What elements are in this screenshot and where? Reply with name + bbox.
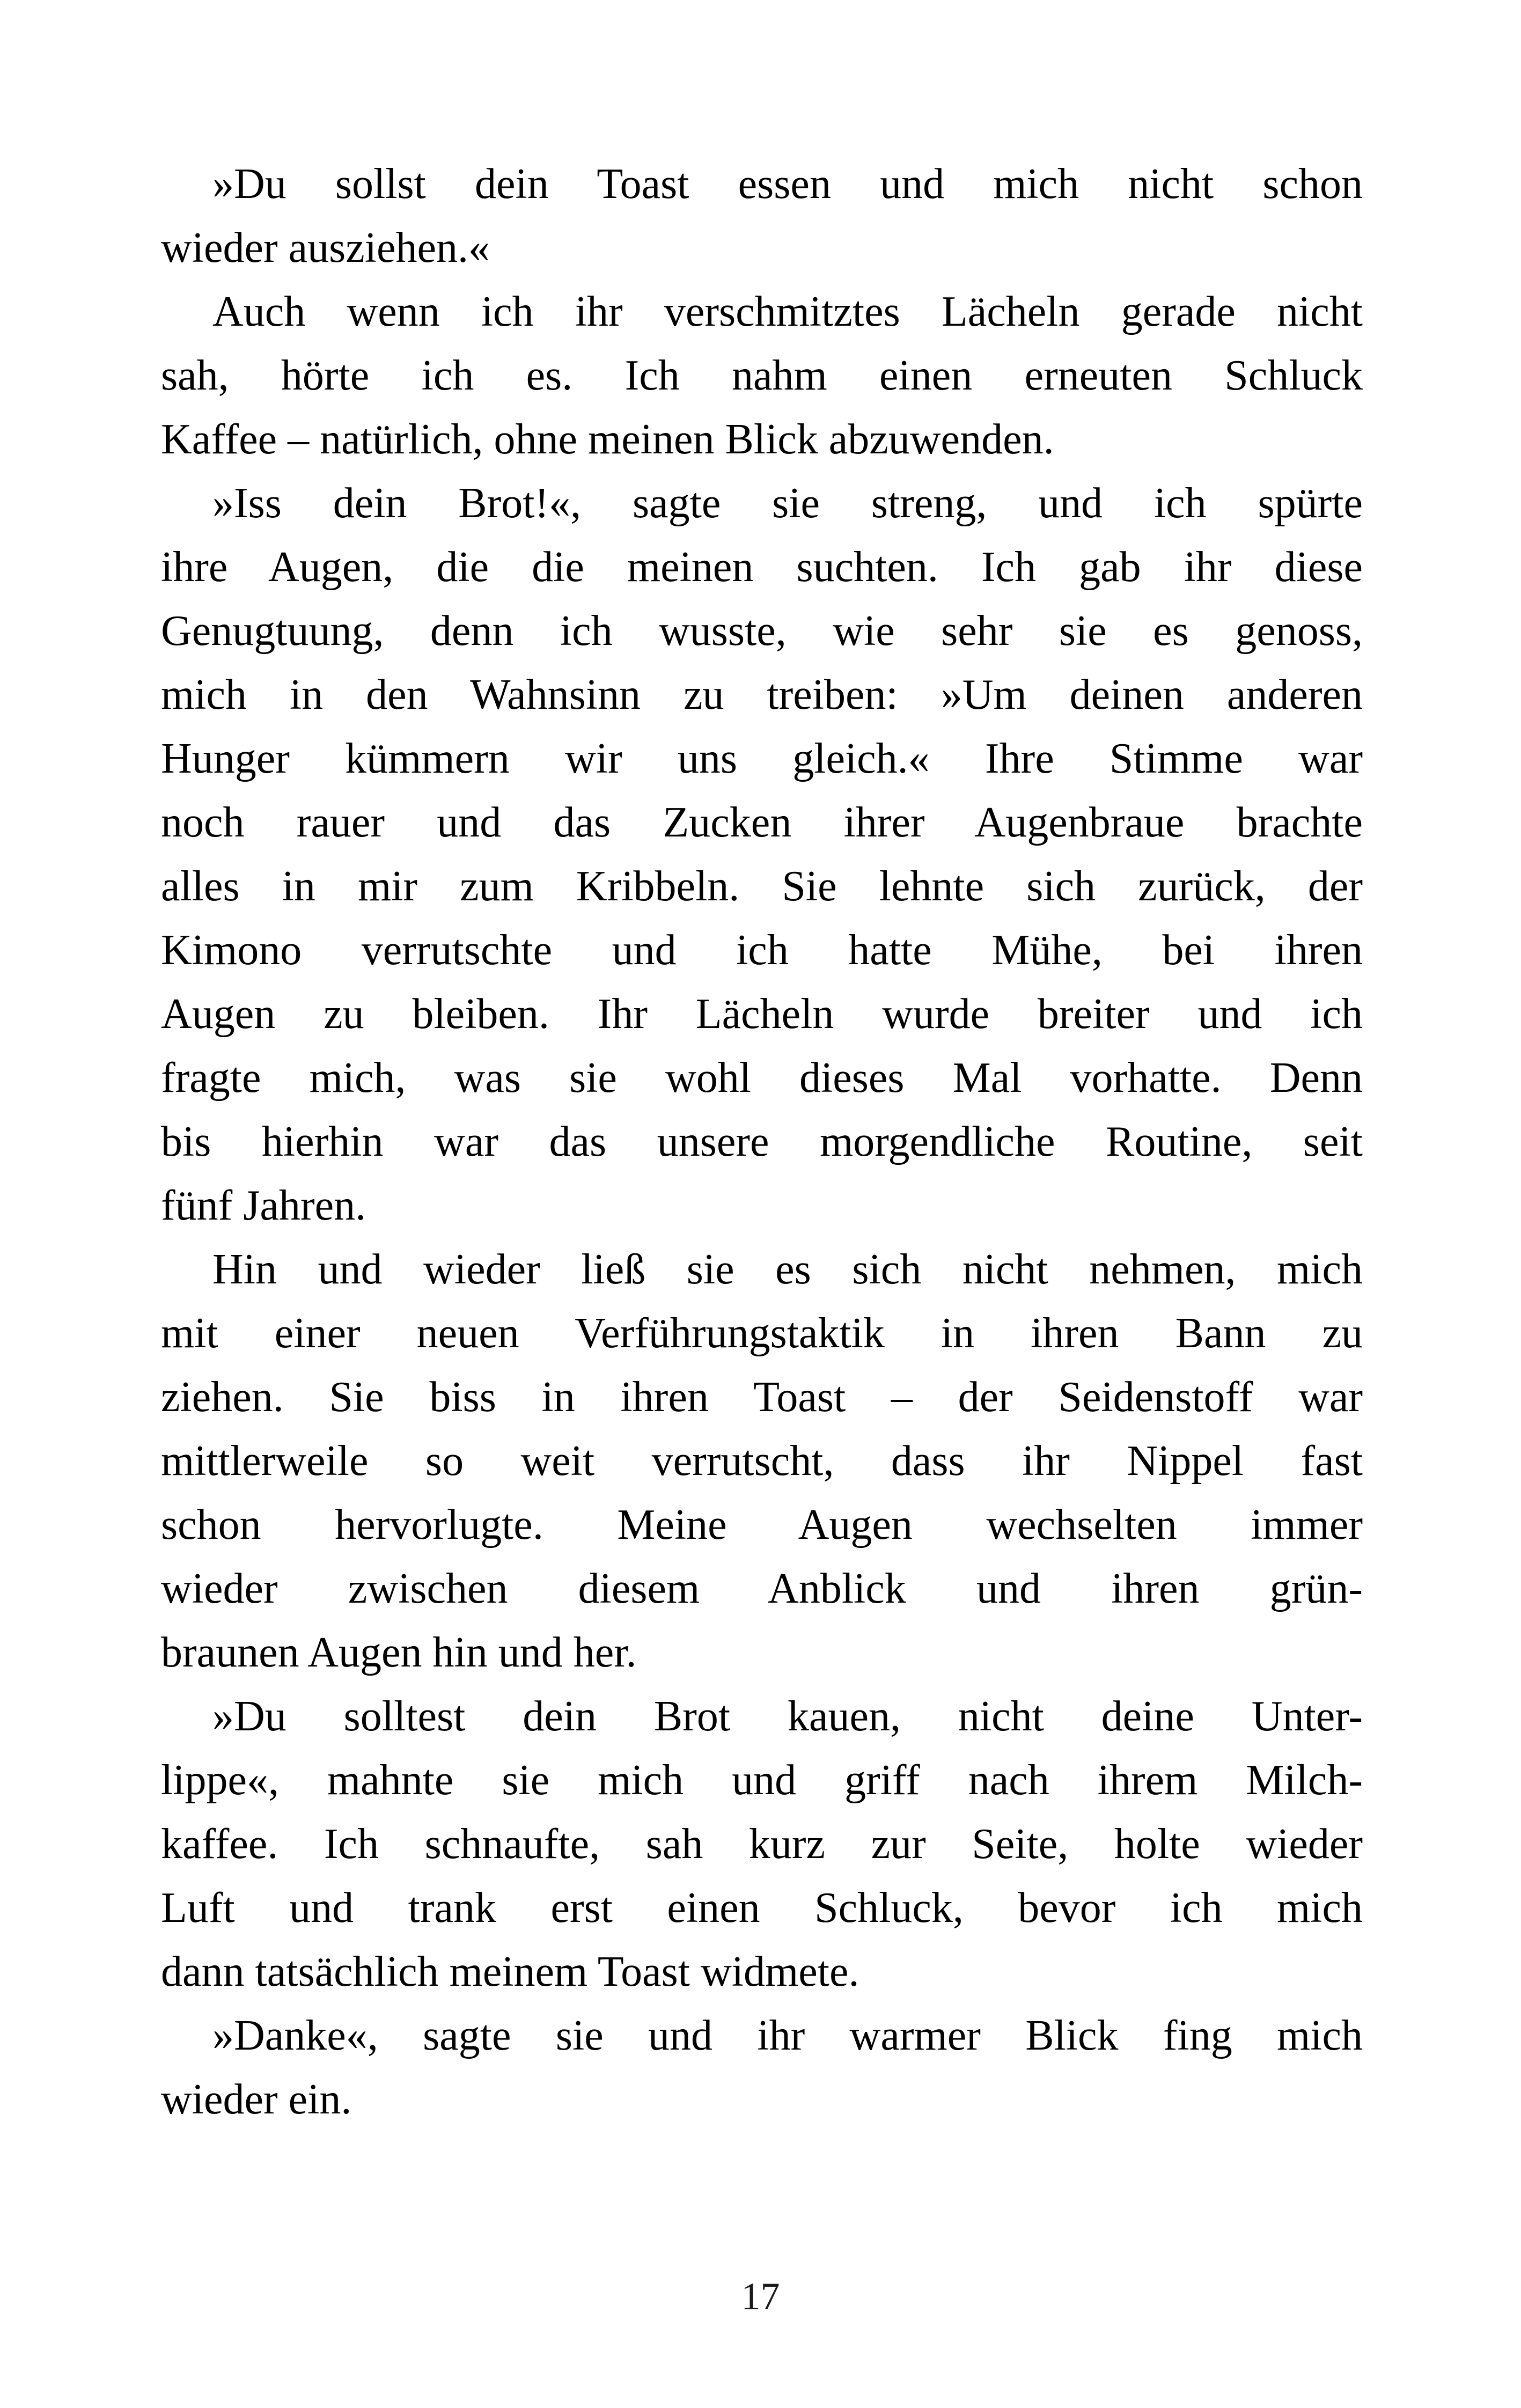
text-line: Genugtuung, denn ich wusste, wie sehr sie es genoss, [161,607,1363,655]
text-line: wieder ein. [161,2076,352,2123]
paragraph [161,2004,1363,2132]
text-line: wieder zwischen diesem Anblick und ihren grün- [161,1565,1363,1612]
text-line: Kimono verrutschte und ich hatte Mühe, bei ihren [161,927,1363,974]
text-line: schon hervorlugte. Meine Augen wechselten immer [161,1501,1363,1548]
text-line: »Du sollst dein Toast essen und mich nicht schon [212,160,1363,208]
text-line: kaffee. Ich schnaufte, sah kurz zur Seite, holte wieder [161,1820,1363,1868]
text-line: fragte mich, was sie wohl dieses Mal vorhatte. Denn [161,1054,1363,1102]
text-line: »Iss dein Brot!«, sagte sie streng, und ich spürte [212,480,1363,527]
text-line: bis hierhin war das unsere morgendliche Routine, seit [161,1118,1363,1165]
text-line: Luft und trank erst einen Schluck, bevor ich mich [161,1884,1363,1932]
paragraph [161,280,1363,472]
text-line: »Du solltest dein Brot kauen, nicht deine Unter- [212,1693,1363,1740]
text-line: Kaffee – natürlich, ohne meinen Blick abzuwenden. [161,416,1054,463]
text-line: braunen Augen hin und her. [161,1629,637,1676]
text-line: mich in den Wahnsinn zu treiben: »Um deinen anderen [161,671,1363,718]
text-line: lippe«, mahnte sie mich und griff nach ihrem Milch- [161,1757,1363,1804]
page-text [161,152,1363,2132]
text-line: noch rauer und das Zucken ihrer Augenbraue brachte [161,799,1363,846]
text-line: mit einer neuen Verführungstaktik in ihren Bann zu [161,1310,1363,1357]
text-line: fünf Jahren. [161,1182,366,1229]
text-line: Hunger kümmern wir uns gleich.« Ihre Stimme war [161,735,1363,782]
text-line: Hin und wieder ließ sie es sich nicht nehmen, mich [212,1246,1363,1293]
text-line: alles in mir zum Kribbeln. Sie lehnte sich zurück, der [161,863,1363,910]
paragraph [161,472,1363,1238]
text-line: dann tatsächlich meinem Toast widmete. [161,1948,859,1995]
paragraph [161,1685,1363,2004]
text-line: ihre Augen, die die meinen suchten. Ich gab ihr diese [161,544,1363,591]
text-line: sah, hörte ich es. Ich nahm einen erneuten Schluck [161,352,1363,399]
paragraph [161,1238,1363,1685]
text-line: ziehen. Sie biss in ihren Toast – der Seidenstoff war [161,1374,1363,1421]
text-line: Augen zu bleiben. Ihr Lächeln wurde breiter und ich [161,990,1363,1038]
text-line: wieder ausziehen.« [161,224,490,271]
paragraph [161,152,1363,280]
text-line: Auch wenn ich ihr verschmitztes Lächeln gerade nicht [212,288,1363,335]
page-number: 17 [741,2275,780,2318]
text-line: mittlerweile so weit verrutscht, dass ihr Nippel fast [161,1437,1363,1485]
text-line: »Danke«, sagte sie und ihr warmer Blick fing mich [212,2012,1363,2059]
